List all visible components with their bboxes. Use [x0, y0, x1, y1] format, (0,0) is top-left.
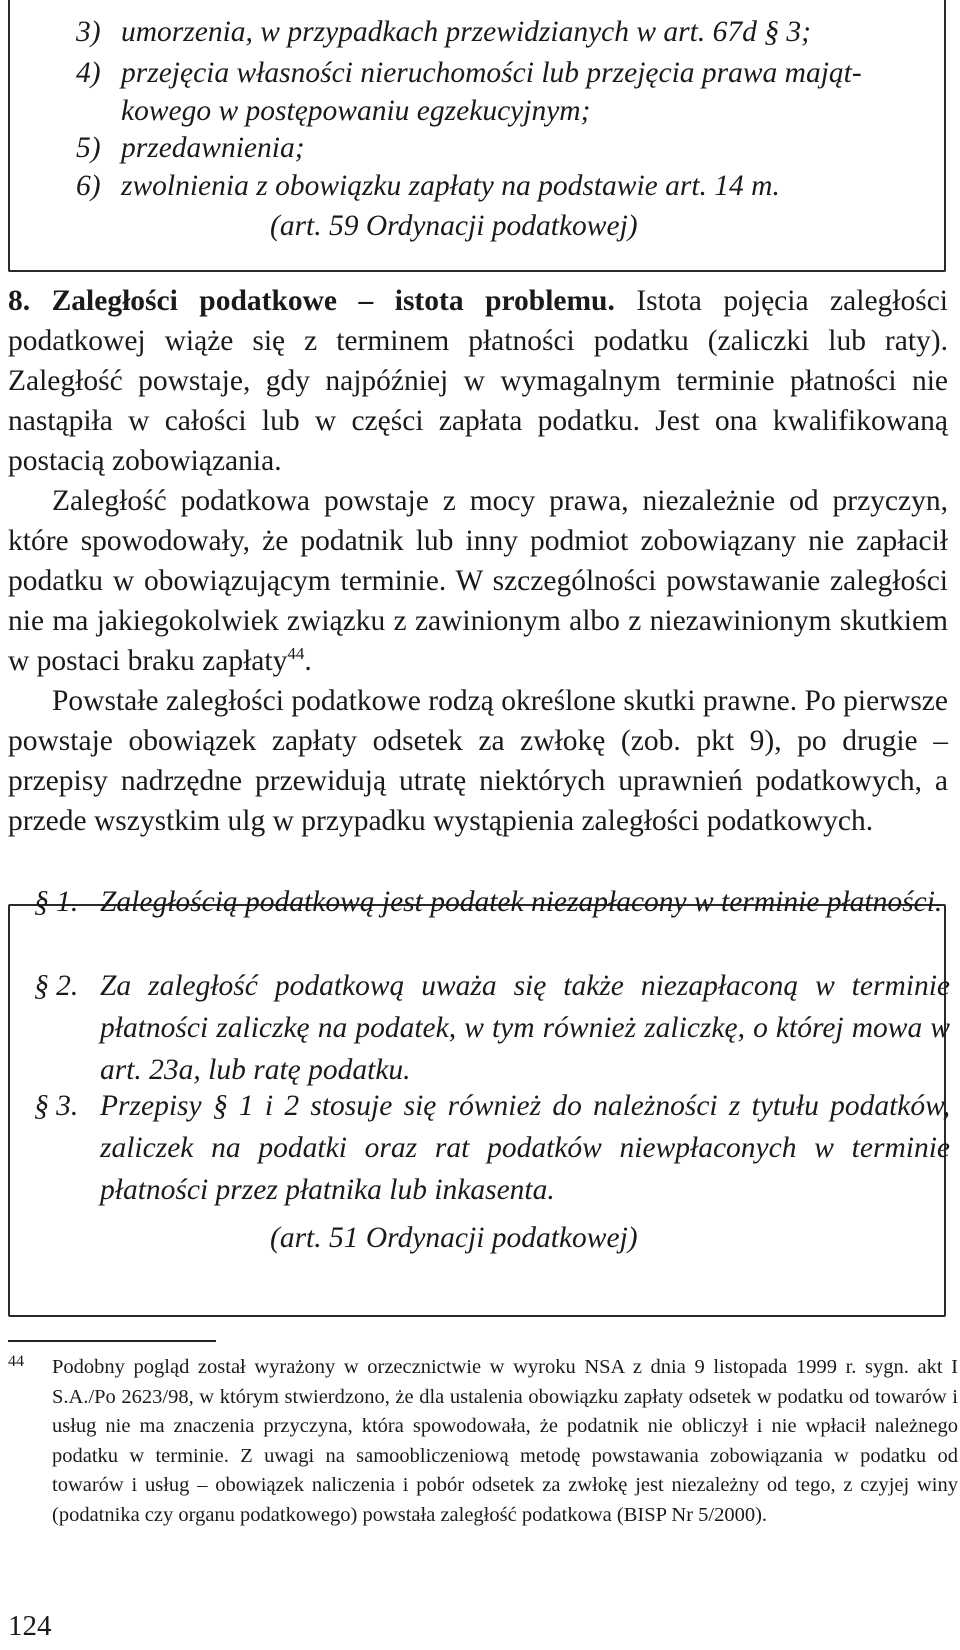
paragraph-text: Zaległością podatkową jest podatek niezapłacony w terminie płatności.: [100, 886, 943, 918]
section-body: [8, 281, 948, 841]
footnote-number: 44: [8, 1353, 24, 1370]
sentence-end: .: [304, 645, 312, 677]
paragraph-text: Przepisy § 1 i 2 stosuje się również do należności z tytułu podatków, zaliczek na podatki oraz rat podatków niewpłaconych w terminie płatności przez płatnika lub inkasenta.: [100, 1090, 950, 1206]
section-paragraph-1: Istota pojęcia zaległości podatkowej wiąże się z terminem płatności podatku (zaliczki lub raty). Zaległość powstaje, gdy najpóźniej w wymagalnym terminie płatności nie nastąpiła w całości lub w części zapłata podatku. Jest ona kwalifikowaną postacią zobowiązania.: [8, 285, 948, 477]
footnote-text: Podobny pogląd został wyrażony w orzecznictwie w wyroku NSA z dnia 9 listopada 1999 r. sygn. akt I S.A./Po 2623/98, w którym stwierdzono, że dla ustalenia obowiązku zapłaty odsetek w podatku od towarów i usług nie ma znaczenia przyczyna, która spowodowała, że podatnik nie obliczył i nie wpłacił należnego podatku w terminie. Z uwagi na samoobliczeniową metodę powstawania zobowiązania w podatku od towarów i usług – obowiązek naliczenia i pobór odsetek za zwłokę jest niezależny od tego, z czyjej winy (podatnika czy organu podatkowego) powstała zaległość podatkowa (BISP Nr 5/2000).: [52, 1356, 958, 1526]
list-item-number: 4): [76, 57, 101, 89]
paragraph-symbol: § 1.: [34, 886, 79, 918]
section-heading: 8. Zaległości podatkowe – istota problemu.: [8, 285, 615, 317]
list-item-text: zwolnienia z obowiązku zapłaty na podstawie art. 14 m.: [121, 170, 780, 202]
list-item-number: 6): [76, 170, 101, 202]
paragraph-symbol: § 3.: [34, 1090, 79, 1122]
paragraph-symbol: § 2.: [34, 970, 79, 1002]
paragraph-text: Za zaległość podatkową uważa się także niezapłaconą w terminie płatności zaliczkę na podatek, w tym również zaliczkę, o której mowa w art. 23a, lub ratę podatku.: [100, 970, 950, 1086]
section-paragraph-3: Powstałe zaległości podatkowe rodzą określone skutki prawne. Po pierwsze powstaje obowiązek zapłaty odsetek za zwłokę (zob. pkt 9), po drugie – przepisy nadrzędne przewidują utratę niektórych uprawnień podatkowych, a przede wszystkim ulg w przypadku wystąpienia zaległości podatkowych.: [8, 685, 948, 837]
citation-bottom: (art. 51 Ordynacji podatkowej): [270, 1222, 638, 1254]
page-number: 124: [8, 1610, 52, 1642]
list-item-text: przejęcia własności nieruchomości lub przejęcia prawa mająt-: [121, 57, 862, 89]
list-item-number: 5): [76, 132, 101, 164]
section-paragraph-2: Zaległość podatkowa powstaje z mocy prawa, niezależnie od przyczyn, które spowodowały, że podatnik lub inny podmiot zobowiązany nie zapłacił podatku w obowiązującym terminie. W szczególności powstawanie zaległości nie ma jakiegokolwiek związku z zawinionym albo z niezawinionym skutkiem w postaci braku zapłaty: [8, 485, 948, 677]
list-item-number: 3): [76, 16, 101, 48]
list-item-text: kowego w postępowaniu egzekucyjnym;: [121, 95, 591, 127]
list-item-text: przedawnienia;: [121, 132, 305, 164]
footnote-separator: [8, 1340, 216, 1342]
list-item-text: umorzenia, w przypadkach przewidzianych w art. 67d § 3;: [121, 16, 811, 48]
citation-top: (art. 59 Ordynacji podatkowej): [270, 210, 638, 242]
footnote-reference[interactable]: 44: [287, 644, 305, 664]
